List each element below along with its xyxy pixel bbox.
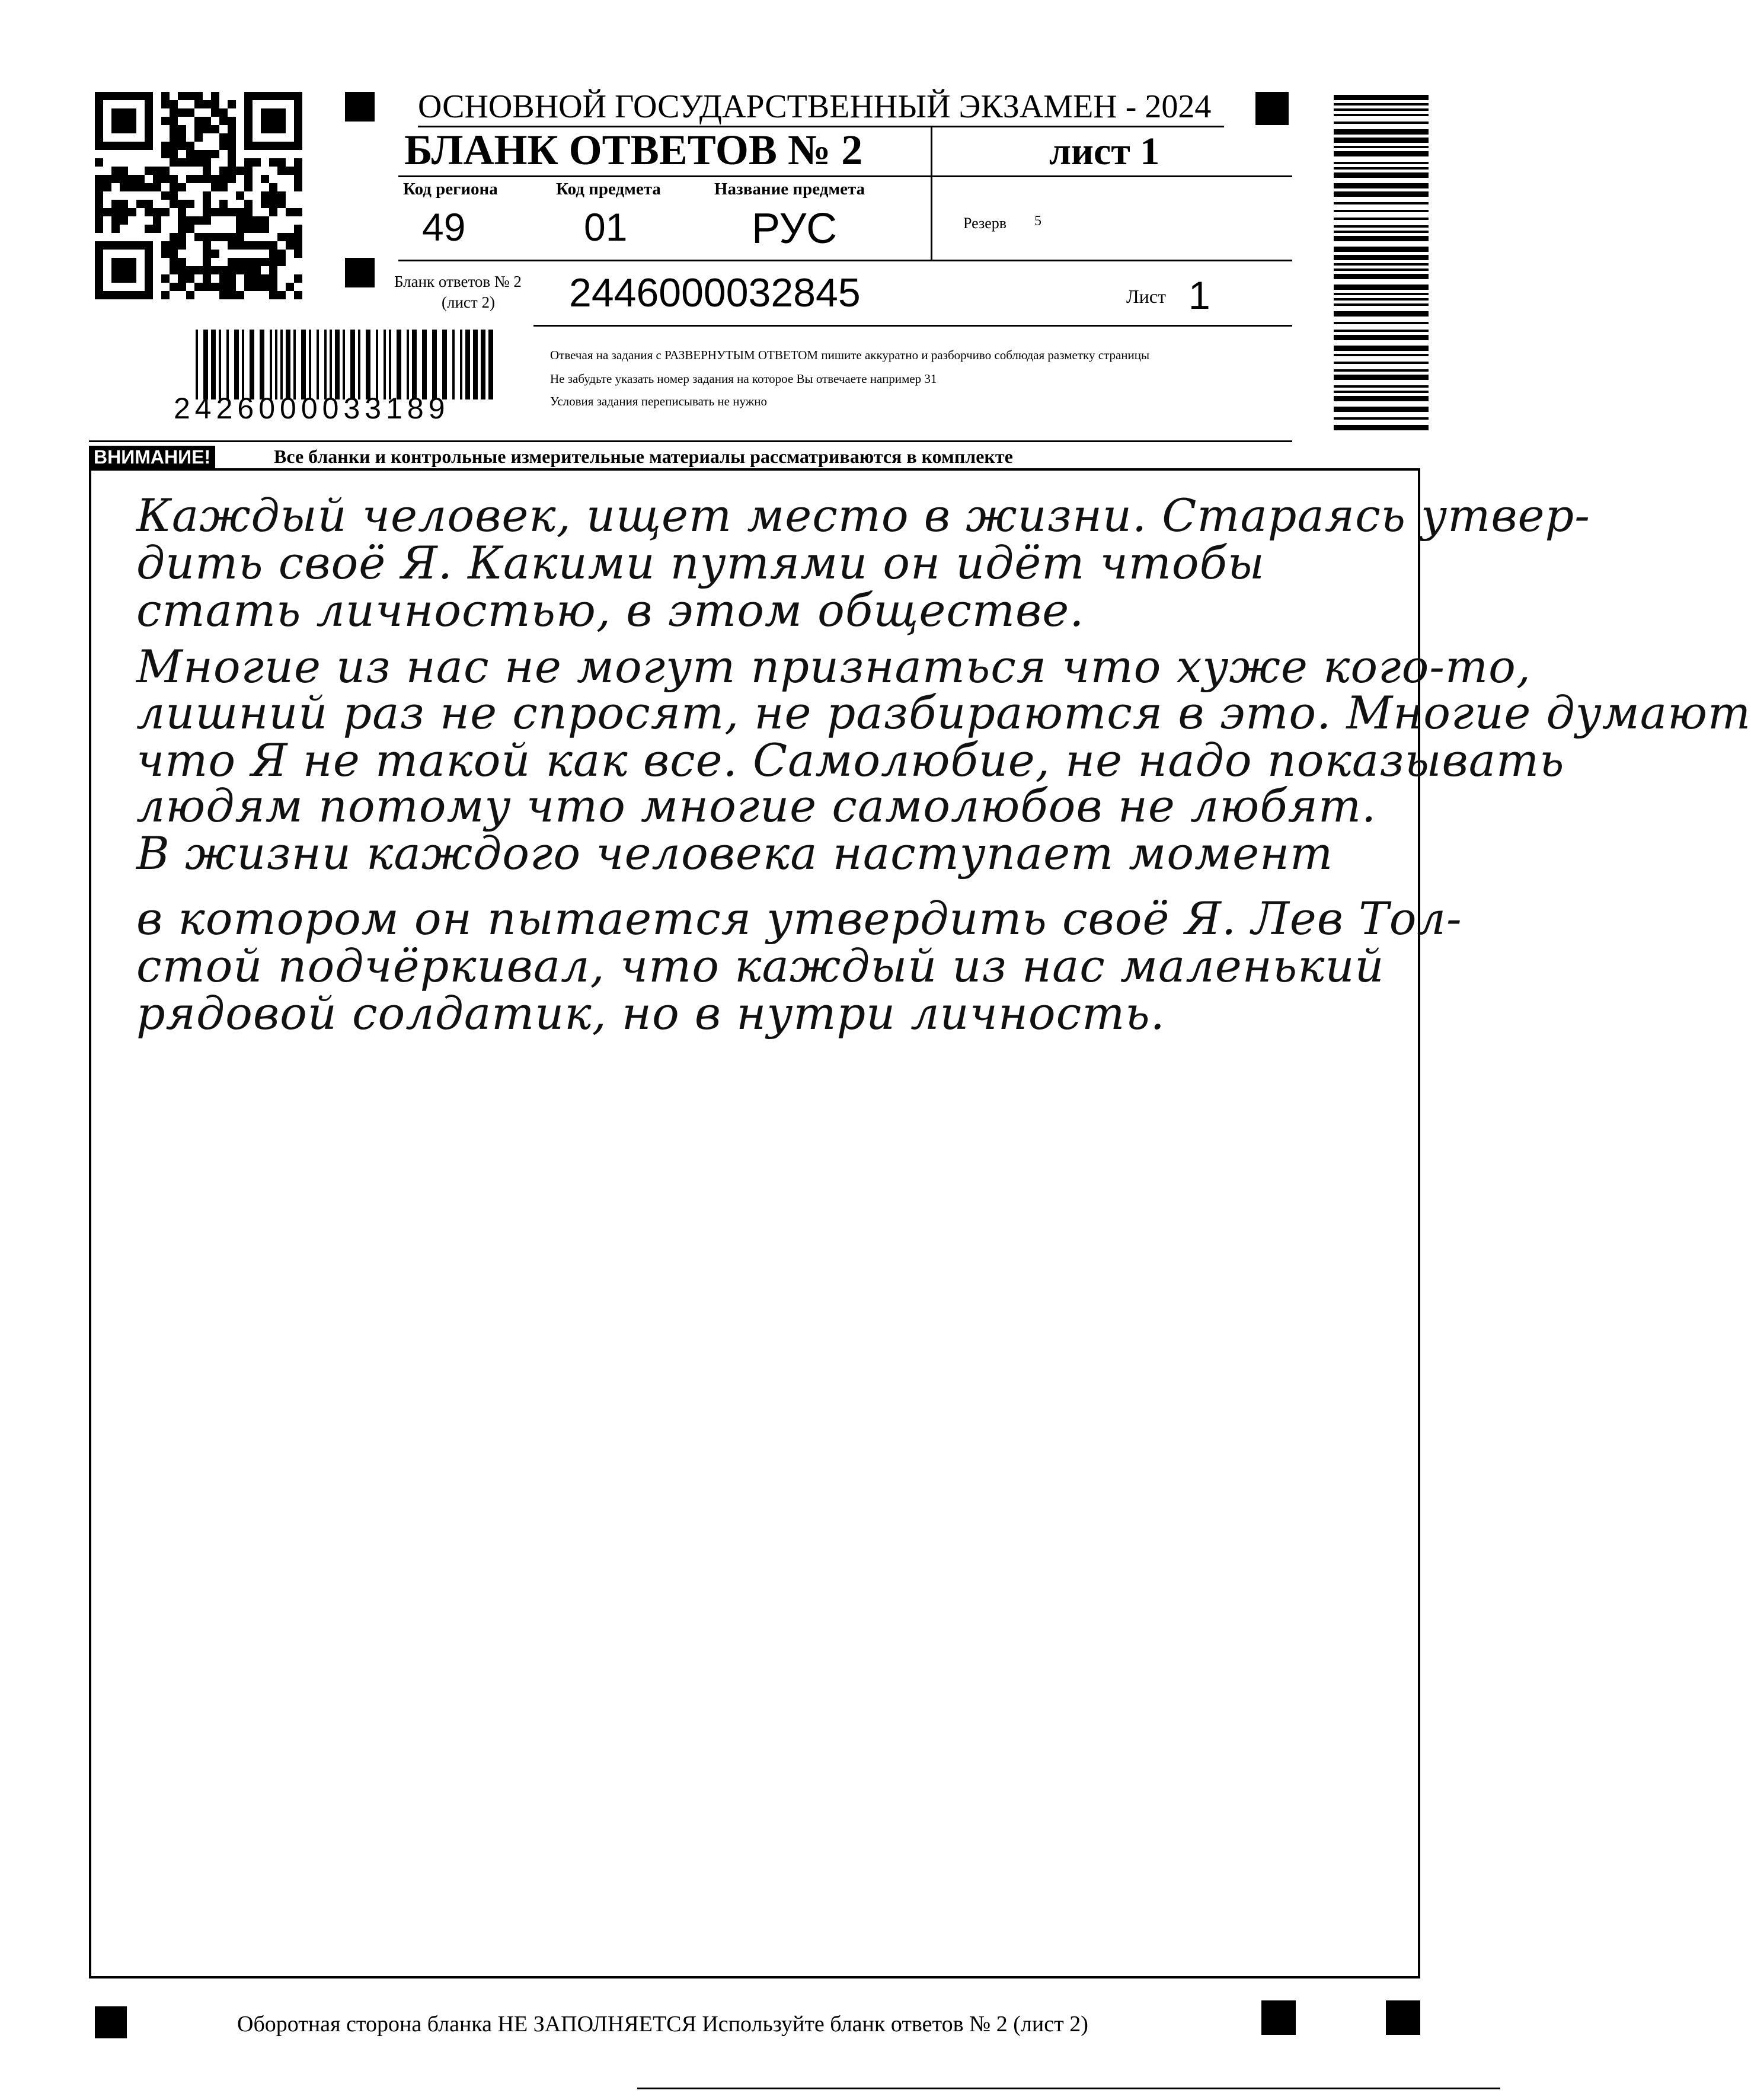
page-value: 1 [1188,273,1210,317]
attention-text: Все бланки и контрольные измерительные материалы рассматриваются в комплекте [274,446,1013,467]
instruction-3: Условия задания переписывать не нужно [550,394,767,408]
header-line-1 [398,175,1292,177]
region-value: 49 [422,205,466,249]
alignment-mark-bottom-left [95,2006,127,2038]
barcode-number: 2426000033189 [174,392,450,425]
header-line-3 [533,325,1292,327]
form-ref-label: Бланк ответов № 2 [394,273,522,290]
alignment-mark-bottom-right-1 [1261,2000,1296,2035]
instruction-1: Отвечая на задания с РАЗВЕРНУТЫМ ОТВЕТОМ пишите аккуратно и разборчиво соблюдая разметку страницы [550,348,1150,362]
answer-line-7: людям потому что многие самолюбов не любят. [136,779,1377,832]
form-ref-number: 2446000032845 [569,270,861,315]
answer-line-6: что Я не такой как все. Самолюбие, не надо показывать [136,734,1565,787]
subject-code-value: 01 [584,205,628,249]
side-barcode [1334,95,1429,433]
answer-line-1: Каждый человек, ищет место в жизни. Стараясь утвер- [136,489,1590,542]
answer-line-2: дить своё Я. Какими путями он идёт чтобы [136,536,1265,589]
alignment-mark-bottom-right-2 [1386,2000,1420,2035]
sheet-label: лист 1 [1049,130,1160,173]
answer-line-5: лишний раз не спросят, не разбираются в это. Многие думают [136,686,1751,739]
form-ref-sub: (лист 2) [442,293,495,311]
answer-line-10: стой подчёркивал, что каждый из нас маленький [136,939,1385,992]
instruction-2: Не забудьте указать номер задания на которое Вы отвечаете например 31 [550,372,937,386]
reserve-label: Резерв [963,215,1007,232]
alignment-mark-top-right [1255,92,1289,125]
header-line-2 [398,260,1292,261]
attention-top-line [89,440,1292,442]
region-label: Код региона [403,180,498,199]
answer-line-4: Многие из нас не могут признаться что хуже кого-то, [136,640,1532,693]
exam-title: ОСНОВНОЙ ГОСУДАРСТВЕННЫЙ ЭКЗАМЕН - 2024 [418,88,1212,125]
header-divider-vertical [931,127,932,261]
answer-line-8: В жизни каждого человека наступает момент [136,827,1334,880]
attention-badge: ВНИМАНИЕ! [89,446,215,468]
answer-line-9: в котором он пытается утвердить своё Я. Лев Тол- [136,892,1462,945]
alignment-mark-mid-left [345,258,375,287]
answer-line-11: рядовой солдатик, но в нутри личность. [136,987,1165,1040]
footer-text: Оборотная сторона бланка НЕ ЗАПОЛНЯЕТСЯ Используйте бланк ответов № 2 (лист 2) [237,2012,1088,2037]
subject-name-value: РУС [752,205,838,252]
form-title: БЛАНК ОТВЕТОВ № 2 [404,126,863,174]
reserve-value: 5 [1034,213,1041,229]
answer-line-3: стать личностью, в этом обществе. [136,584,1085,637]
subject-code-label: Код предмета [556,180,661,199]
subject-name-label: Название предмета [714,180,865,199]
page-label: Лист [1126,286,1167,307]
bottom-edge-line [637,2088,1500,2089]
qr-code [95,92,302,299]
alignment-mark-top-left [345,92,375,122]
